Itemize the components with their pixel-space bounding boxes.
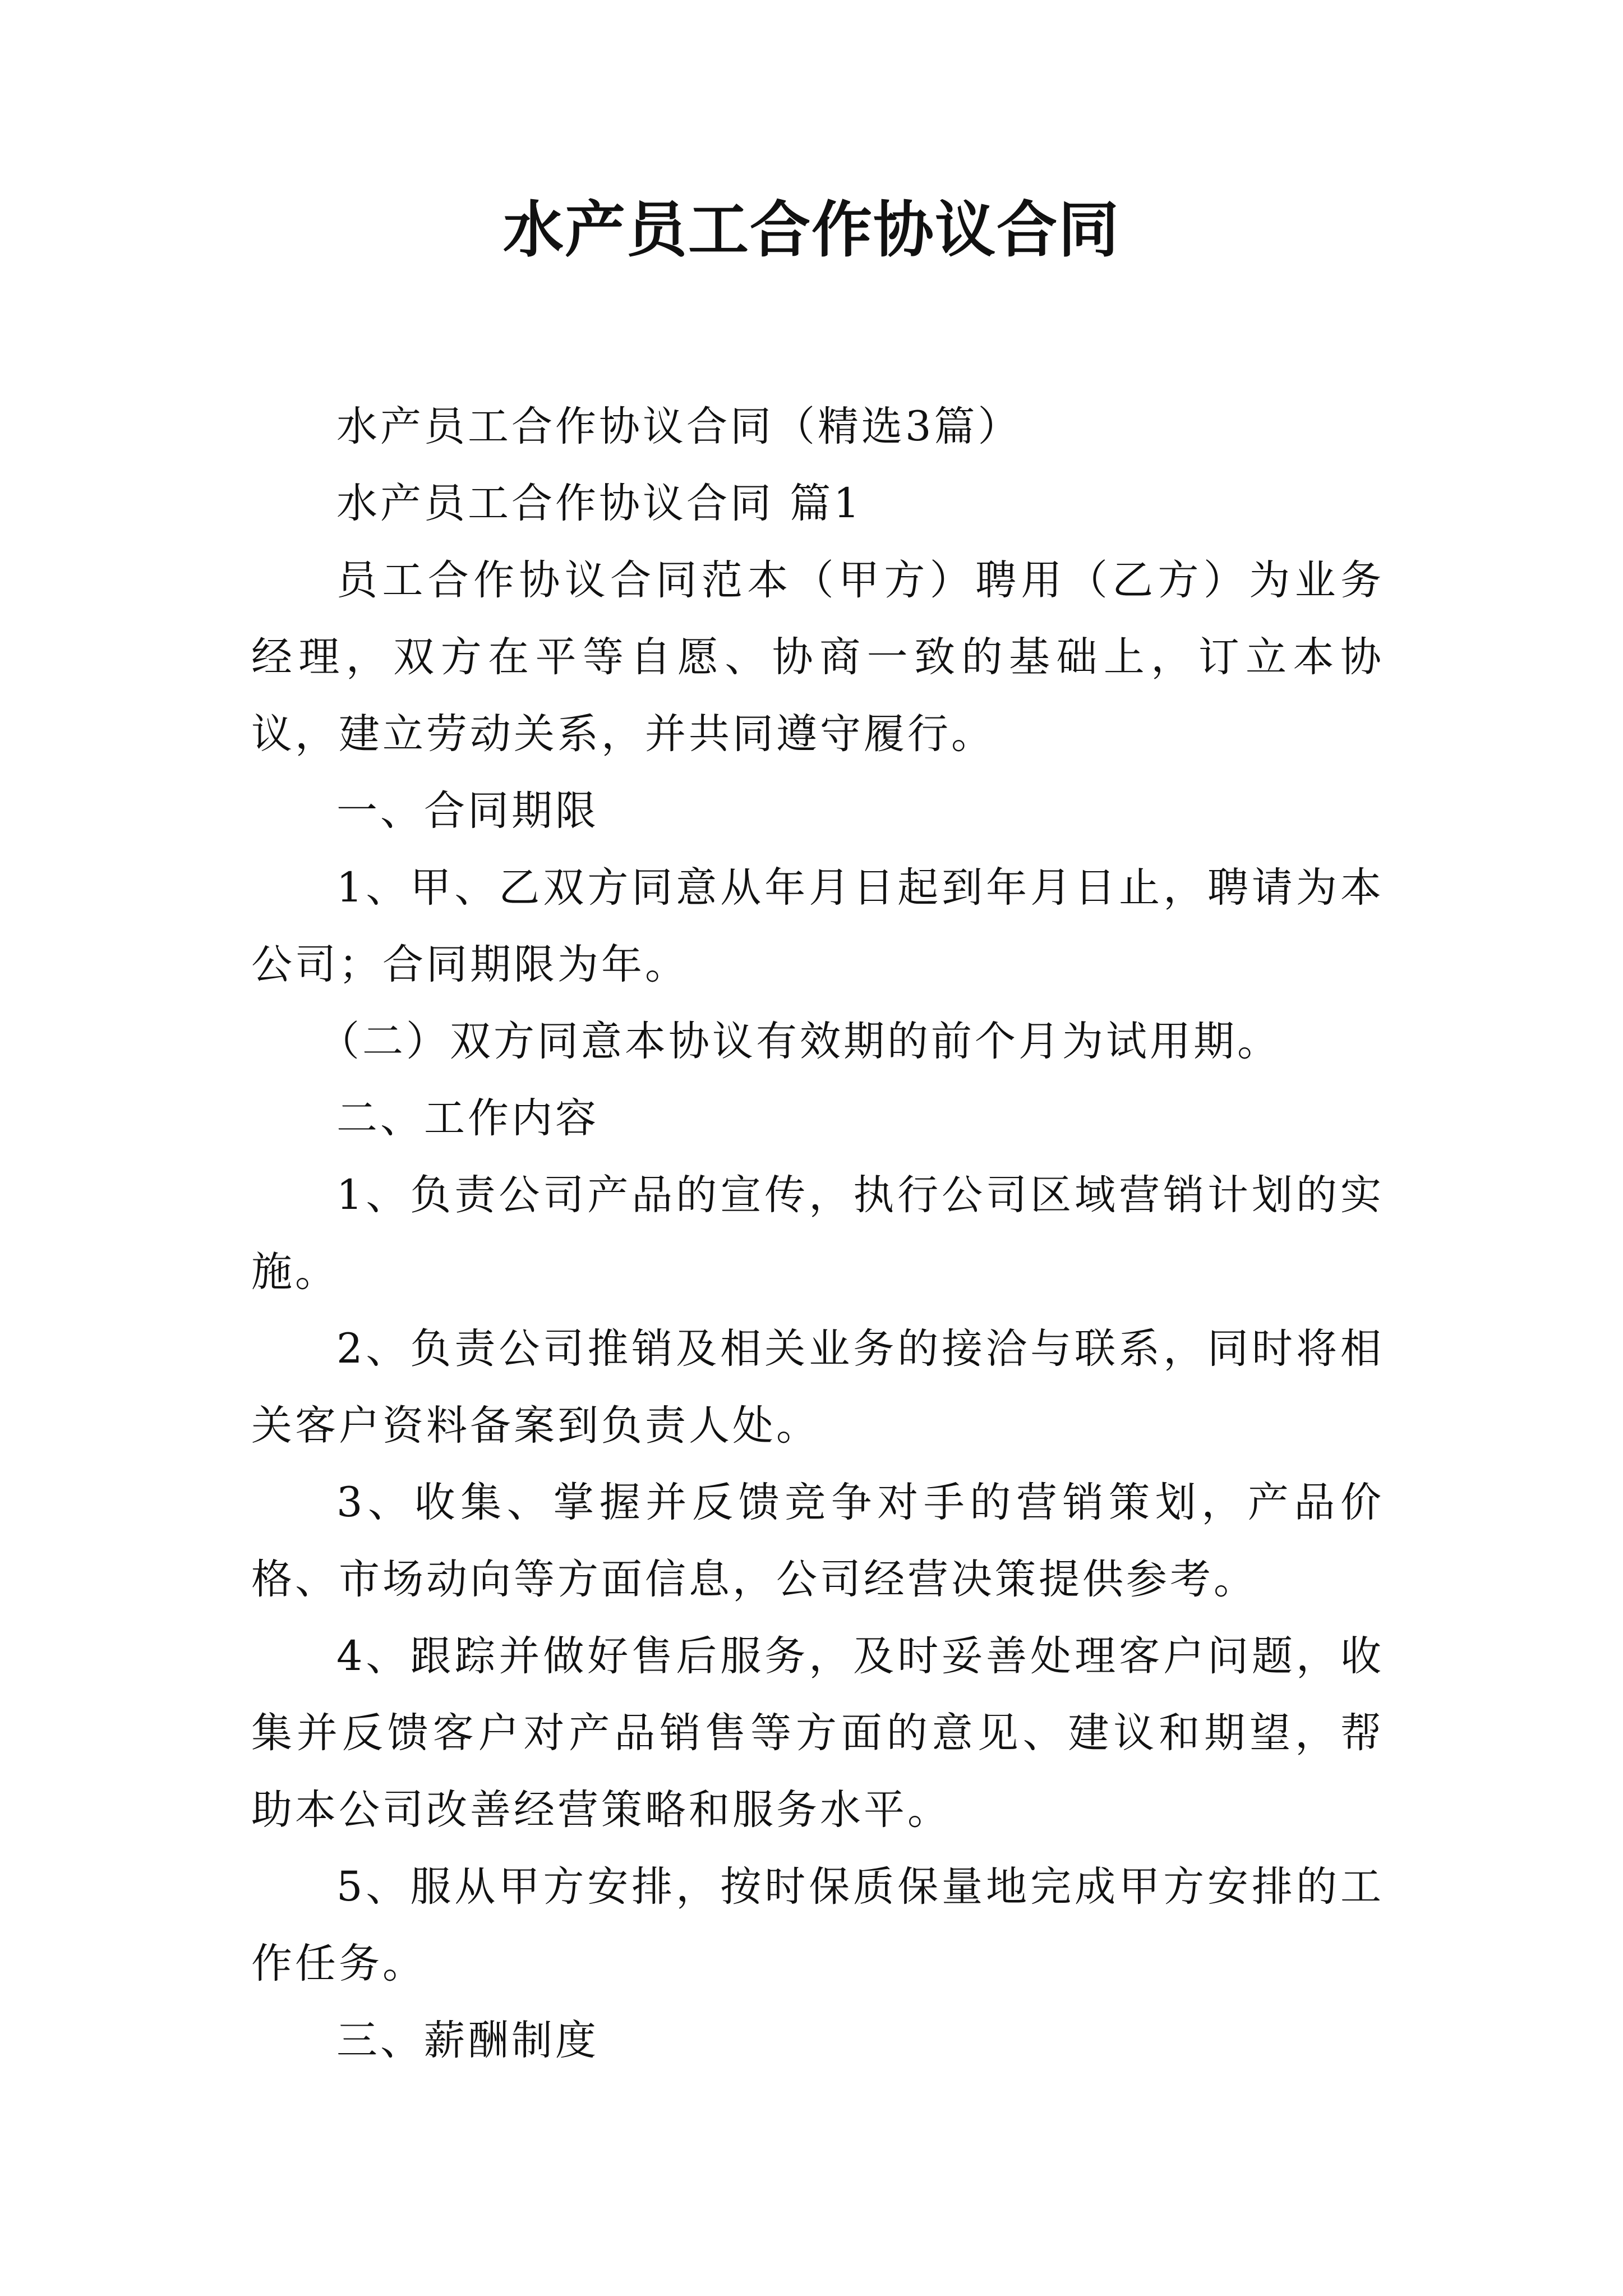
document-body [251, 388, 1384, 2079]
paragraph-heading-work: 二、工作内容 [336, 1094, 599, 1142]
document-title: 水产员工合作协议合同 [502, 195, 1120, 265]
paragraph-work-4: 4、跟踪并做好售后服务，及时妥善处理客户问题，收集并反馈客户对产品销售等方面的意见、建议和期望，帮助本公司改善经营策略和服务水平。 [251, 1632, 1384, 1834]
paragraph-term-2: （二）双方同意本协议有效期的前个月为试用期。 [319, 1018, 1281, 1065]
paragraph-term-1: 1、甲、乙双方同意从年月日起到年月日止，聘请为本公司；合同期限为年。 [251, 864, 1384, 988]
paragraph-subtitle: 水产员工合作协议合同（精选3篇） [336, 403, 1022, 450]
paragraph-work-1: 1、负责公司产品的宣传，执行公司区域营销计划的实施。 [251, 1171, 1384, 1296]
paragraph-work-3: 3、收集、掌握并反馈竞争对手的营销策划，产品价格、市场动向等方面信息，公司经营决策提供参考。 [251, 1479, 1384, 1603]
paragraph-intro: 员工合作协议合同范本（甲方）聘用（乙方）为业务经理，双方在平等自愿、协商一致的基础上，订立本协议，建立劳动关系，并共同遵守履行。 [251, 556, 1384, 758]
paragraph-work-5: 5、服从甲方安排，按时保质保量地完成甲方安排的工作任务。 [251, 1863, 1384, 1987]
paragraph-heading-term: 一、合同期限 [336, 787, 599, 835]
paragraph-work-2: 2、负责公司推销及相关业务的接洽与联系，同时将相关客户资料备案到负责人处。 [251, 1325, 1384, 1450]
paragraph-section-heading: 水产员工合作协议合同 篇1 [336, 480, 863, 527]
paragraph-heading-salary: 三、薪酬制度 [336, 2017, 599, 2064]
